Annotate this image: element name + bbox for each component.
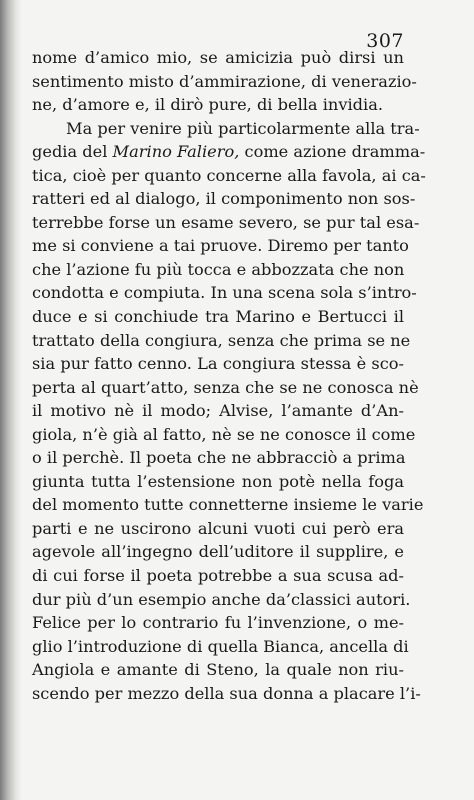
text-line: Felice per lo contrario fu l’invenzione, o me- xyxy=(32,613,404,633)
text-line: duce e si conchiude tra Marino e Bertucci il xyxy=(32,307,404,327)
text-line: il motivo nè il modo; Alvise, l’amante d’An- xyxy=(32,401,404,421)
text-line-end: come azione dramma- xyxy=(239,142,426,162)
work-title: Marino Faliero, xyxy=(112,142,240,162)
text-line xyxy=(32,140,426,164)
text-line-start: gedia del xyxy=(32,142,113,162)
body-text xyxy=(32,46,426,705)
text-line: giola, n’è già al fatto, nè se ne conosce il come xyxy=(32,424,416,444)
text-line: agevole all’ingegno dell’uditore il supplire, e xyxy=(32,542,404,562)
text-line: di cui forse il poeta potrebbe a sua scusa ad- xyxy=(32,566,404,586)
text-line: sentimento misto d’ammirazione, di venerazio- xyxy=(32,71,417,91)
text-line: me si conviene a tai pruove. Diremo per tanto xyxy=(32,236,409,256)
text-line: terrebbe forse un esame severo, se pur tal esa- xyxy=(32,212,420,232)
text-line: Angiola e amante di Steno, la quale non riu- xyxy=(32,660,404,680)
text-line: che l’azione fu più tocca e abbozzata che non xyxy=(32,259,405,279)
text-line: tica, cioè per quanto concerne alla favola, ai ca- xyxy=(32,165,426,185)
text-line: scendo per mezzo della sua donna a placare l’i- xyxy=(32,683,421,703)
page-number: 307 xyxy=(366,30,404,52)
text-line: parti e ne uscirono alcuni vuoti cui però era xyxy=(32,518,404,538)
text-line: nome d’amico mio, se amicizia può dirsi un xyxy=(32,48,404,67)
text-line: perta al quart’atto, senza che se ne conosca nè xyxy=(32,377,419,397)
text-line: glio l’introduzione di quella Bianca, ancella di xyxy=(32,636,409,656)
text-line: o il perchè. Il poeta che ne abbracciò a prima xyxy=(32,448,406,468)
text-line: del momento tutte connetterne insieme le varie xyxy=(32,495,424,515)
text-line: trattato della congiura, senza che prima se ne xyxy=(32,330,411,350)
text-line: sia pur fatto cenno. La congiura stessa è sco- xyxy=(32,354,404,374)
text-line: dur più d’un esempio anche da’classici autori. xyxy=(32,589,411,609)
text-line: ne, d’amore e, il dirò pure, di bella invidia. xyxy=(32,95,383,115)
text-line: giunta tutta l’estensione non potè nella foga xyxy=(32,471,404,491)
text-line: condotta e compiuta. In una scena sola s’intro- xyxy=(32,283,417,303)
text-line: Ma per venire più particolarmente alla tra- xyxy=(66,118,420,138)
text-line: ratteri ed al dialogo, il componimento non sos- xyxy=(32,189,416,209)
